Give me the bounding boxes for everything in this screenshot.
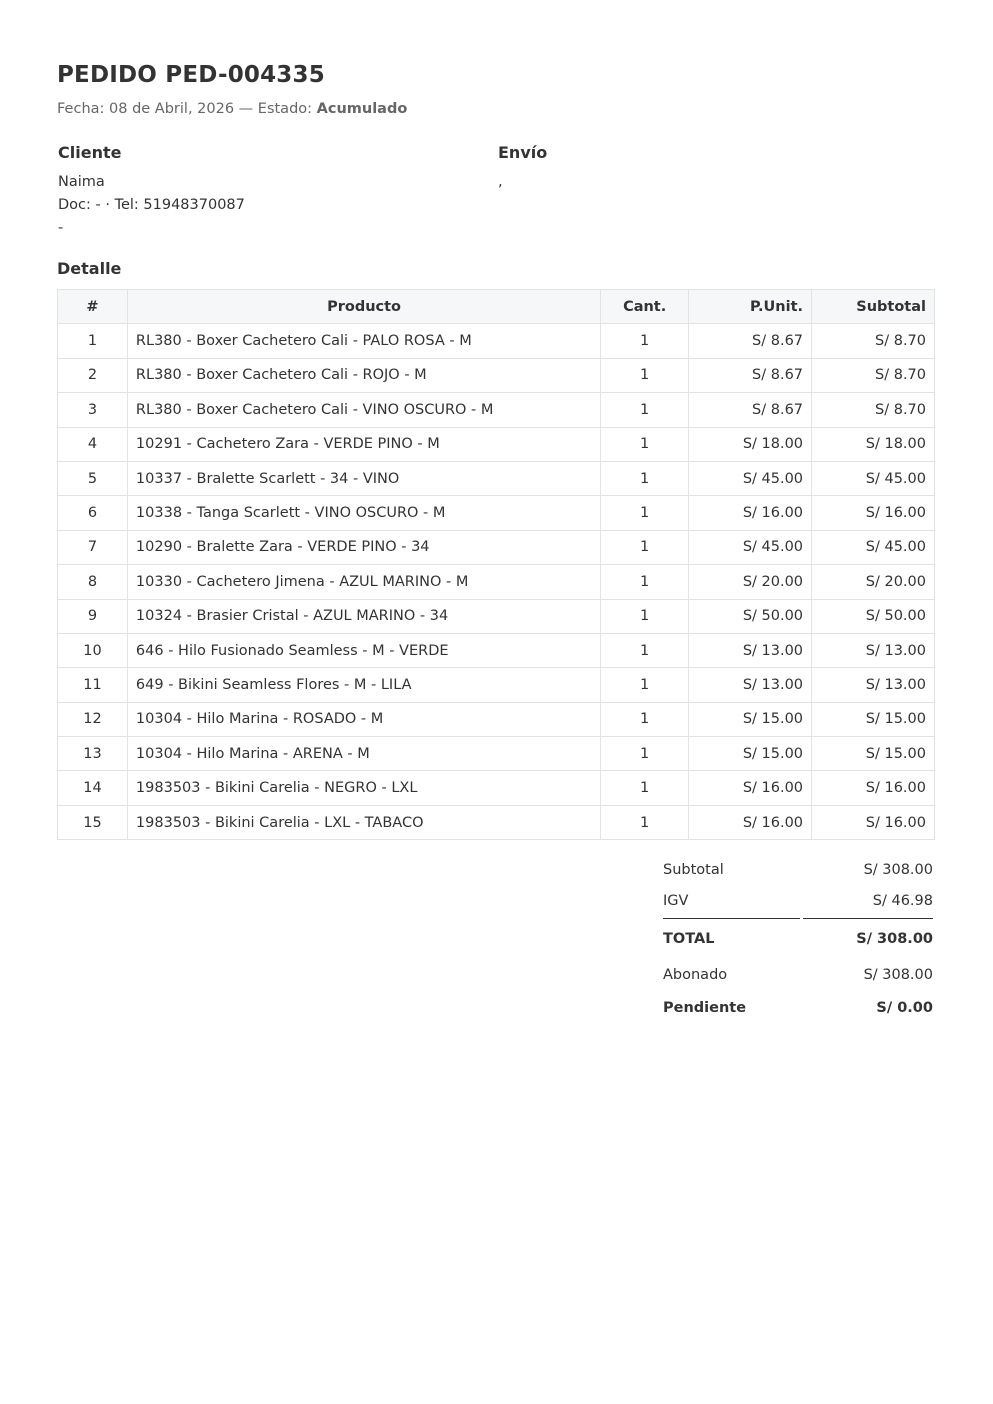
cell-num: 3 — [58, 393, 128, 427]
table-row — [58, 668, 935, 702]
estado-value: Acumulado — [316, 101, 408, 117]
totals-total-row — [663, 919, 933, 959]
cell-cant: 1 — [601, 324, 689, 358]
table-row — [58, 702, 935, 736]
col-header-subtotal: Subtotal — [812, 290, 935, 324]
page-title: PEDIDO PED-004335 — [57, 62, 325, 88]
abonado-label: Abonado — [663, 967, 728, 983]
col-header-punit: P.Unit. — [689, 290, 812, 324]
envio-section — [498, 143, 547, 197]
cell-num: 7 — [58, 530, 128, 564]
cell-cant: 1 — [601, 737, 689, 771]
order-meta — [57, 101, 407, 117]
table-row — [58, 461, 935, 495]
cell-cant: 1 — [601, 530, 689, 564]
cliente-section — [58, 143, 245, 243]
cell-cant: 1 — [601, 599, 689, 633]
envio-heading: Envío — [498, 143, 548, 162]
cell-cant: 1 — [601, 393, 689, 427]
cell-punit: S/ 13.00 — [689, 668, 812, 702]
cell-num: 1 — [58, 324, 128, 358]
cell-num: 4 — [58, 427, 128, 461]
table-row — [58, 324, 935, 358]
cliente-heading: Cliente — [58, 143, 122, 162]
cell-producto: 1983503 - Bikini Carelia - LXL - TABACO — [127, 805, 600, 839]
cell-subtotal: S/ 45.00 — [812, 461, 935, 495]
table-row — [58, 427, 935, 461]
table-row — [58, 805, 935, 839]
cell-punit: S/ 16.00 — [689, 771, 812, 805]
cell-cant: 1 — [601, 427, 689, 461]
pendiente-label: Pendiente — [663, 1000, 747, 1016]
cell-cant: 1 — [601, 805, 689, 839]
cell-cant: 1 — [601, 358, 689, 392]
cell-num: 14 — [58, 771, 128, 805]
pendiente-value: S/ 0.00 — [876, 1000, 933, 1016]
cell-punit: S/ 16.00 — [689, 805, 812, 839]
table-row — [58, 737, 935, 771]
table-row — [58, 599, 935, 633]
cell-num: 15 — [58, 805, 128, 839]
igv-label: IGV — [663, 893, 689, 909]
table-header-row — [58, 290, 935, 324]
cell-cant: 1 — [601, 771, 689, 805]
total-label: TOTAL — [663, 931, 715, 947]
subtotal-label: Subtotal — [663, 862, 724, 878]
cliente-name: Naima — [58, 174, 105, 190]
cell-punit: S/ 18.00 — [689, 427, 812, 461]
envio-address: , — [498, 174, 503, 190]
cell-cant: 1 — [601, 461, 689, 495]
fecha-text: Fecha: 08 de Abril, 2026 — Estado: — [57, 101, 317, 117]
cell-cant: 1 — [601, 565, 689, 599]
cliente-extra: - — [58, 220, 64, 236]
cell-subtotal: S/ 15.00 — [812, 702, 935, 736]
cell-punit: S/ 16.00 — [689, 496, 812, 530]
cell-subtotal: S/ 8.70 — [812, 324, 935, 358]
cell-num: 8 — [58, 565, 128, 599]
cell-num: 9 — [58, 599, 128, 633]
cell-subtotal: S/ 18.00 — [812, 427, 935, 461]
total-value: S/ 308.00 — [856, 931, 933, 947]
cell-subtotal: S/ 50.00 — [812, 599, 935, 633]
cell-punit: S/ 8.67 — [689, 358, 812, 392]
cell-subtotal: S/ 13.00 — [812, 633, 935, 667]
table-row — [58, 565, 935, 599]
cell-producto: 10290 - Bralette Zara - VERDE PINO - 34 — [127, 530, 600, 564]
items-table — [57, 289, 935, 840]
cliente-doc-tel: Doc: - · Tel: 51948370087 — [58, 197, 245, 213]
cell-cant: 1 — [601, 633, 689, 667]
cell-num: 11 — [58, 668, 128, 702]
table-row — [58, 496, 935, 530]
abonado-value: S/ 308.00 — [863, 967, 933, 983]
col-header-cant: Cant. — [601, 290, 689, 324]
cell-producto: RL380 - Boxer Cachetero Cali - VINO OSCURO - M — [127, 393, 600, 427]
cell-num: 5 — [58, 461, 128, 495]
cell-subtotal: S/ 20.00 — [812, 565, 935, 599]
cell-producto: 646 - Hilo Fusionado Seamless - M - VERDE — [127, 633, 600, 667]
cell-subtotal: S/ 16.00 — [812, 805, 935, 839]
cell-punit: S/ 15.00 — [689, 702, 812, 736]
cell-producto: 1983503 - Bikini Carelia - NEGRO - LXL — [127, 771, 600, 805]
cell-subtotal: S/ 13.00 — [812, 668, 935, 702]
cell-producto: 10324 - Brasier Cristal - AZUL MARINO - 34 — [127, 599, 600, 633]
table-row — [58, 393, 935, 427]
totals-subtotal-row — [663, 858, 933, 889]
col-header-producto: Producto — [127, 290, 600, 324]
table-row — [58, 358, 935, 392]
cell-subtotal: S/ 15.00 — [812, 737, 935, 771]
cell-num: 12 — [58, 702, 128, 736]
cell-producto: 10291 - Cachetero Zara - VERDE PINO - M — [127, 427, 600, 461]
cell-producto: 10338 - Tanga Scarlett - VINO OSCURO - M — [127, 496, 600, 530]
table-row — [58, 633, 935, 667]
cell-cant: 1 — [601, 702, 689, 736]
cell-subtotal: S/ 16.00 — [812, 771, 935, 805]
totals-abonado-row — [663, 959, 933, 992]
cell-producto: RL380 - Boxer Cachetero Cali - ROJO - M — [127, 358, 600, 392]
totals-block — [663, 858, 933, 1023]
cell-cant: 1 — [601, 496, 689, 530]
cell-punit: S/ 20.00 — [689, 565, 812, 599]
detalle-heading: Detalle — [57, 259, 122, 278]
cell-num: 6 — [58, 496, 128, 530]
table-row — [58, 530, 935, 564]
cell-subtotal: S/ 8.70 — [812, 358, 935, 392]
cell-producto: 10330 - Cachetero Jimena - AZUL MARINO - M — [127, 565, 600, 599]
cell-num: 10 — [58, 633, 128, 667]
col-header-num: # — [58, 290, 128, 324]
cell-producto: 649 - Bikini Seamless Flores - M - LILA — [127, 668, 600, 702]
cell-punit: S/ 8.67 — [689, 393, 812, 427]
cell-num: 13 — [58, 737, 128, 771]
totals-igv-row — [663, 889, 933, 919]
cell-punit: S/ 13.00 — [689, 633, 812, 667]
igv-value: S/ 46.98 — [872, 893, 933, 909]
cell-punit: S/ 45.00 — [689, 530, 812, 564]
cell-subtotal: S/ 8.70 — [812, 393, 935, 427]
cell-producto: 10337 - Bralette Scarlett - 34 - VINO — [127, 461, 600, 495]
cell-punit: S/ 8.67 — [689, 324, 812, 358]
subtotal-value: S/ 308.00 — [863, 862, 933, 878]
cell-cant: 1 — [601, 668, 689, 702]
cell-subtotal: S/ 45.00 — [812, 530, 935, 564]
table-row — [58, 771, 935, 805]
cell-punit: S/ 15.00 — [689, 737, 812, 771]
cell-producto: RL380 - Boxer Cachetero Cali - PALO ROSA - M — [127, 324, 600, 358]
cell-subtotal: S/ 16.00 — [812, 496, 935, 530]
cell-punit: S/ 45.00 — [689, 461, 812, 495]
cell-num: 2 — [58, 358, 128, 392]
totals-pendiente-row — [663, 992, 933, 1023]
cell-punit: S/ 50.00 — [689, 599, 812, 633]
cell-producto: 10304 - Hilo Marina - ROSADO - M — [127, 702, 600, 736]
cell-producto: 10304 - Hilo Marina - ARENA - M — [127, 737, 600, 771]
